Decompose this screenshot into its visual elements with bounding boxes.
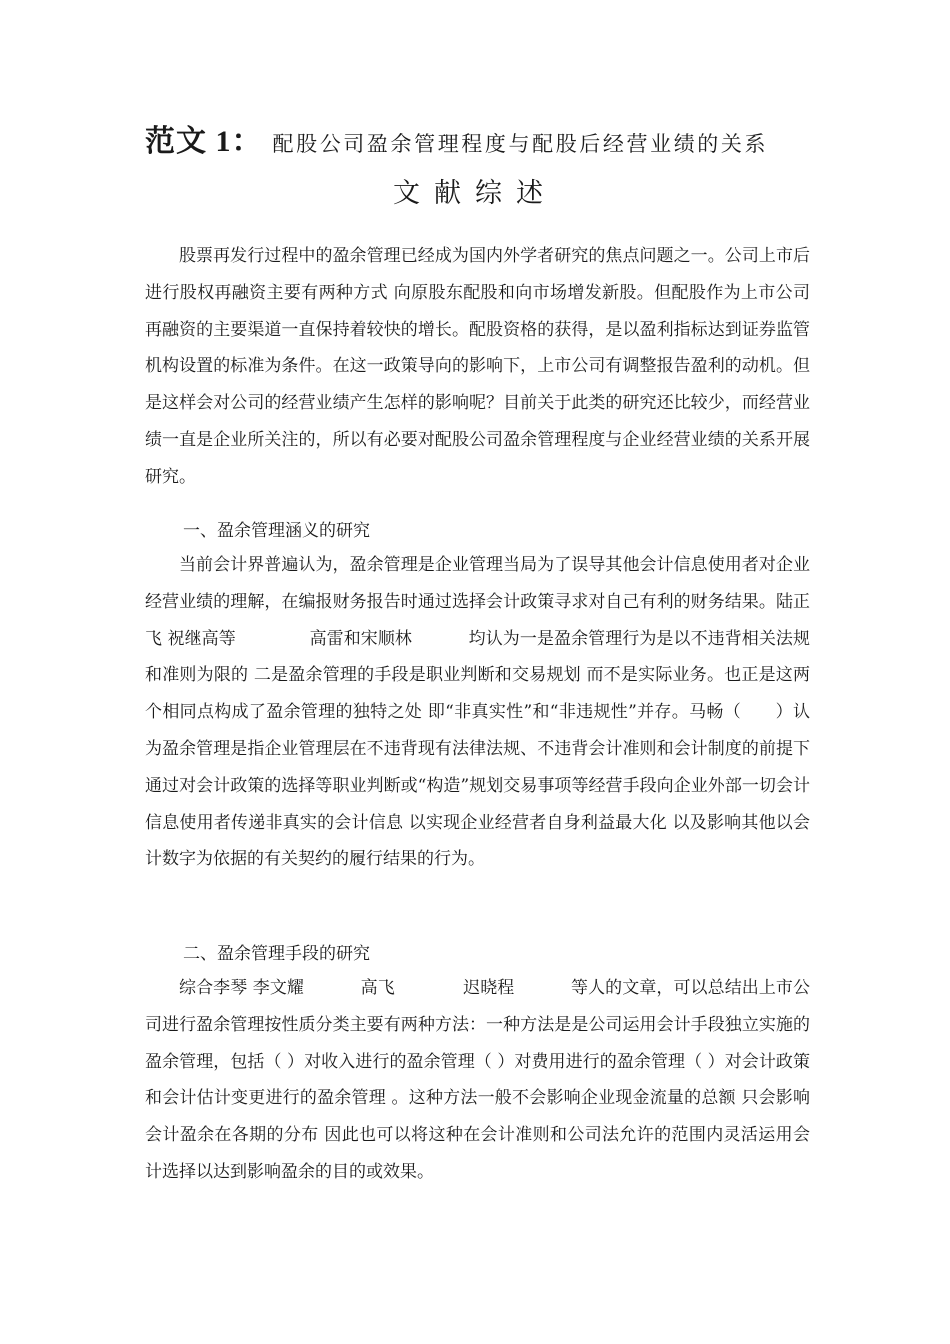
section1-paragraph: 当前会计界普遍认为，盈余管理是企业管理当局为了误导其他会计信息使用者对企业经营业绩的理解，在编报财务报告时通过选择会计政策寻求对自己有利的财务结果。陆正飞 祝继高等 高雷和宋顺林 均认为一是盈余管理行为是以不违背相关法规和准则为限的 二是盈余管理的手段是职业判断和交易规划 而不是实际业务。也正是这两个相同点构成了盈余管理的独特之处 即“非真实性”和“非违规性”并存。马畅（ ）认为盈余管理是指企业管理层在不违背现有法律法规、不违背会计准则和会计制度的前提下 通过对会计政策的选择等职业判断或“构造”规划交易事项等经营手段向企业外部一切会计信息使用者传递非真实的会计信息 以实现企业经营者自身利益最大化 以及影响其他以会计数字为依据的有关契约的履行结果的行为。 <box>145 555 810 870</box>
title-prefix: 范文 1： <box>145 125 263 158</box>
document-subtitle: 文献综述 <box>393 178 557 209</box>
document-title <box>145 122 825 166</box>
section-heading-1: 一、盈余管理涵义的研究 <box>183 521 370 541</box>
section-heading-2: 二、盈余管理手段的研究 <box>183 944 370 964</box>
intro-paragraph: 股票再发行过程中的盈余管理已经成为国内外学者研究的焦点问题之一。公司上市后进行股权再融资主要有两种方式 向原股东配股和向市场增发新股。但配股作为上市公司再融资的主要渠道一直保持着较快的增长。配股资格的获得，是以盈利指标达到证券监管机构设置的标准为条件。在这一政策导向的影响下，上市公司有调整报告盈利的动机。但是这样会对公司的经营业绩产生怎样的影响呢？目前关于此类的研究还比较少，而经营业绩一直是企业所关注的，所以有必要对配股公司盈余管理程度与企业经营业绩的关系开展研究。 <box>145 246 810 487</box>
title-main: 配股公司盈余管理程度与配股后经营业绩的关系 <box>272 132 769 156</box>
section2-paragraph: 综合李琴 李文耀 高飞 迟晓程 等人的文章，可以总结出上市公司进行盈余管理按性质分类主要有两种方法：一种方法是是公司运用会计手段独立实施的盈余管理，包括（ ）对收入进行的盈余管理（ ）对费用进行的盈余管理（ ）对会计政策和会计估计变更进行的盈余管理 。这种方法一般不会影响企业现金流量的总额 只会影响会计盈余在各期的分布 因此也可以将这种在会计准则和公司法允许的范围内灵活运用会计选择以达到影响盈余的目的或效果。 <box>145 978 810 1182</box>
